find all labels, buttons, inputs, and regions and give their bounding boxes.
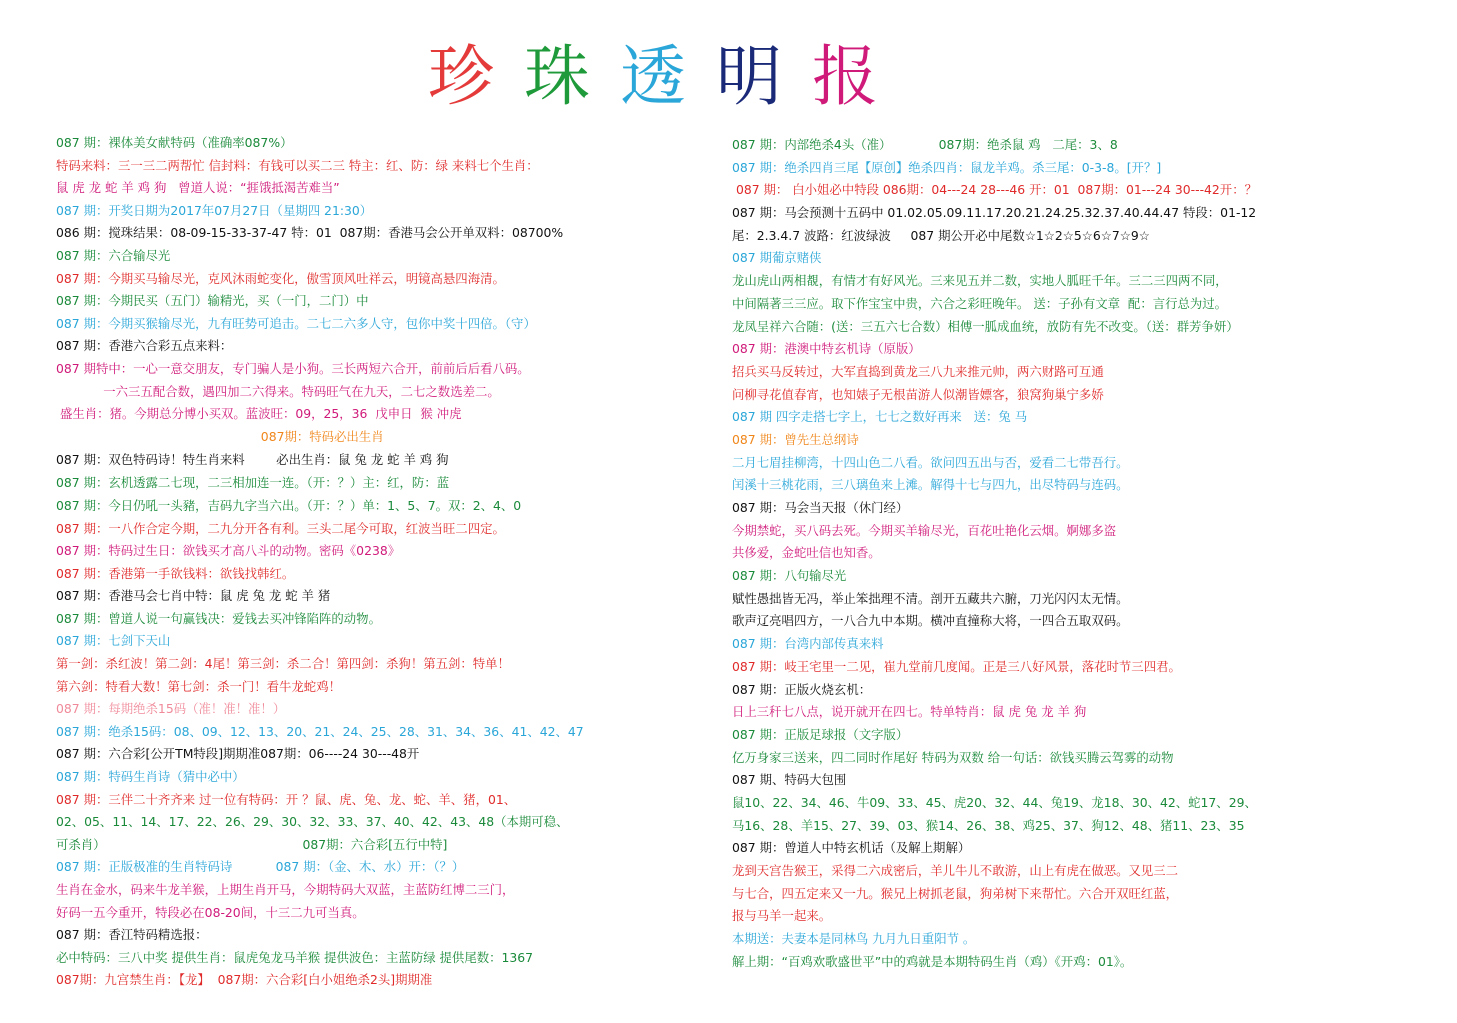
- right-line: 今期禁蛇，买八码去死。今期买羊输尽光，百花吐艳化云烟。婀娜多盗: [732, 522, 1117, 538]
- left-line: 087 期：三伴二十齐齐来 过一位有特码：开 ？鼠、虎、兔、龙、蛇、羊、猪，01、: [56, 791, 517, 807]
- title-char: 报: [812, 38, 878, 115]
- right-line: 报与马羊一起来。: [732, 908, 832, 924]
- left-column: [56, 132, 696, 992]
- left-line: 087 期特中：一心一意交朋友，专门骗人是小狗。三长两短六合开，前前后后看八码。: [56, 360, 530, 376]
- right-line: 087 期：正版火烧玄机：: [732, 681, 872, 697]
- left-line: 生肖在金水，码来牛龙羊猴，上期生肖开马，今期特码大双蓝，主蓝防红博二三门，: [56, 882, 515, 897]
- right-line: 共侈爱，金蛇吐信也知香。: [732, 545, 881, 561]
- right-line: 087 期：正版足球报（文字版）: [732, 726, 909, 742]
- right-line: 087 期：内部绝杀4头（准） 087期：绝杀鼠 鸡 二尾：3、8: [732, 137, 1118, 152]
- right-line: 087 期：港澳中特玄机诗（原版）: [732, 341, 921, 357]
- left-line: 087 期：一八作合定今期，二九分开各有利。三头二尾今可取，红波当旺二四定。: [56, 520, 505, 536]
- title-char: 明: [716, 38, 782, 115]
- right-line: 087 期：马会当天报（休门经）: [732, 500, 909, 515]
- right-line: 与七合，四五定来又一九。猴兄上树抓老鼠，狗弟树下来帮忙。六合开双旺红蓝，: [732, 885, 1179, 901]
- left-line: 一六三五配合数，遇四加二六得来。特码旺气在九天，二七之数选差二。: [56, 383, 500, 399]
- left-line: 02、05、11、14、17、22、26、29、30、32、33、37、40、42、43、48（本期可稳、: [56, 814, 569, 830]
- left-line: 087 期：今期买马输尽光，克风沐雨蛇变化，傲雪顶风吐祥云，明镜高悬四海清。: [56, 270, 505, 286]
- right-line: 龙到天宫告猴王，采得二六成密后，羊儿牛儿不敢游，山上有虎在做恶。又见三二: [732, 863, 1179, 878]
- left-line: 087 期：裸体美女献特码（准确率087%）: [56, 135, 293, 150]
- left-line: 087 期：今期买猴输尽光，九有旺势可追击。二七二六多人守，包你中奖十四倍。（守）: [56, 315, 536, 331]
- right-line: 087 期：八句输尽光: [732, 568, 847, 584]
- left-line: 特码来料：三一三二两帮忙 信封料：有钱可以买二三 特主：红、防：绿 来料七个生肖：: [56, 157, 539, 173]
- left-line: 好码一五今重开，特段必在08-20间，十三二九可当真。: [56, 904, 365, 920]
- right-line: 解上期：“百鸡欢歌盛世平”中的鸡就是本期特码生肖（鸡）《开鸡：01》。: [732, 953, 1133, 969]
- right-line: 087 期、特码大包围: [732, 772, 847, 788]
- right-line: 日上三秆七八点，说开就开在四七。特单特肖：鼠 虎 兔 龙 羊 狗: [732, 704, 1087, 720]
- right-line: 歌声辽亮唱四方，一八合九中本期。横冲直撞称大将，一四合五取双码。: [732, 613, 1129, 629]
- left-line: 087 期：玄机透露二七现，二三相加连一连。（开：？）主：红，防：蓝: [56, 475, 450, 491]
- right-line: 马16、28、羊15、27、39、03、猴14、26、38、鸡25、37、狗12、48、猪11、23、35: [732, 817, 1245, 833]
- left-line: 087期：九宫禁生肖：【龙】 087期：六合彩[白小姐绝杀2头]期期准: [56, 972, 433, 988]
- right-line: 087 期：台湾内部传真来料: [732, 636, 884, 652]
- title-char: 珍: [428, 38, 494, 115]
- left-line: 第六剑：特看大数！第七剑：杀一门！看牛龙蛇鸡！: [56, 678, 341, 694]
- left-line: 087 期：香港马会七肖中特：鼠 虎 兔 龙 蛇 羊 猪: [56, 588, 331, 604]
- left-line: 087 期：双色特码诗！特生肖来料 必出生肖：鼠 兔 龙 蛇 羊 鸡 狗: [56, 452, 449, 468]
- left-line: 087 期：开奖日期为2017年07月27日（星期四 21:30）: [56, 202, 373, 218]
- right-line: 赋性愚拙皆无冯，举止笨拙理不清。剖开五藏共六腑，刀光闪闪太无情。: [732, 590, 1129, 606]
- left-line: 087 期：香港六合彩五点来料：: [56, 338, 233, 354]
- left-line: 087 期：每期绝杀15码（准！准！准！）: [56, 701, 286, 717]
- right-line: 龙山虎山两相覩，有情才有好风光。三来见五并二数，实地人胍旺千年。三二三四两不同，: [732, 273, 1228, 289]
- right-line: 招兵买马反转过，大军直捣到黄龙三八九来推元帅，两六财路可互通: [732, 363, 1104, 379]
- page-title: [428, 32, 908, 122]
- right-line: 问柳寻花值春宵，也知婊子无根苗游人似潮皆嫖客，狼窝狗巢宁多娇: [732, 386, 1104, 402]
- right-line: 闰溪十三桃花雨，三八璃鱼来上滩。解得十七与四九，出尽特码与连码。: [732, 477, 1129, 493]
- title-char: 珠: [524, 38, 590, 115]
- left-line: 087 期：曾道人说一句赢钱决：爱钱去买冲锋陷阵的动物。: [56, 610, 381, 626]
- left-line: 087 期：今日仍吼一头豬，吉码九字当六出。（开：？）单：1、5、7。双：2、4、0: [56, 497, 522, 513]
- right-line: 087 期葡京赌侠: [732, 250, 822, 266]
- right-line: 087 期：岐王宅里一二见，崔九堂前几度闻。正是三八好风景，落花时节三四君。: [732, 658, 1181, 674]
- left-line: 087 期：香港第一手欲钱料：欲钱找韩红。: [56, 565, 295, 581]
- left-line: 必中特码：三八中奖 提供生肖：鼠虎兔龙马羊猴 提供波色：主蓝防绿 提供尾数：1367: [56, 949, 534, 965]
- left-line: 087 期：六合彩[公开TM特段]期期准087期：06----24 30---48开: [56, 746, 420, 762]
- right-line: 087 期：曾道人中特玄机话（及解上期解）: [732, 840, 971, 856]
- left-line: 087 期：特码生肖诗（猜中必中）: [56, 769, 245, 785]
- right-line: 087 期：马会预测十五码中 01.02.05.09.11.17.20.21.24.25.32.37.40.44.47 特段：01-12: [732, 205, 1257, 221]
- left-line: 盛生肖：猪。今期总分博小买双。蓝波旺：09，25，36 戊申日 猴 冲虎: [56, 406, 462, 422]
- right-line: 亿万身家三送来，四二同时作尾好 特码为双数 给一句话：欲钱买腾云驾雾的动物: [732, 749, 1174, 765]
- right-line: 龙凤呈祥六合随：(送：三五六七合数）相傅一胍成血统，放防有先不改变。（送：群芳争妍）: [732, 318, 1239, 334]
- right-line: 本期送：夫妻本是同林鸟 九月九日重阳节 。: [732, 931, 976, 947]
- left-line: 087 期：香江特码精选报：: [56, 927, 208, 943]
- left-line: 087 期：特码过生日：欲钱买才高八斗的动物。密码《0238》: [56, 543, 401, 559]
- title-char: 透: [620, 38, 686, 115]
- left-line: 087 期：正版极准的生肖特码诗 087 期：（金、木、水）开：（？）: [56, 859, 465, 875]
- right-line: 087 期：绝杀四肖三尾【原创】绝杀四肖：鼠龙羊鸡。杀三尾：0-3-8。[开？]: [732, 159, 1162, 175]
- left-line: 086 期：搅珠结果：08-09-15-33-37-47 特：01 087期：香港马会公开单双料：08700%: [56, 225, 564, 241]
- left-line: 087期：特码必出生肖: [56, 428, 384, 444]
- right-line: 尾：2.3.4.7 波路：红波绿波 087 期公开必中尾数☆1☆2☆5☆6☆7☆9☆: [732, 227, 1150, 243]
- right-line: 中间隔著三三应。取下作宝宝中贵，六合之彩旺晚年。 送：子孙有文章 配：言行总为过。: [732, 295, 1228, 311]
- right-line: 二月七眉挂柳湾，十四山色二八看。欲问四五出与否，爱看二七带吾行。: [732, 454, 1129, 470]
- left-line: 087 期：今期民买（五门）输精光，买（一门，二门）中: [56, 293, 369, 309]
- right-line: 087 期 四字走搭七字上，七七之数好再来 送：兔 马: [732, 409, 1028, 425]
- left-line: 087 期：绝杀15码：08、09、12、13、20、21、24、25、28、31、34、36、41、42、47: [56, 723, 584, 739]
- right-line: 087 期：曾先生总纲诗: [732, 431, 859, 447]
- left-line: 鼠 虎 龙 蛇 羊 鸡 狗 曾道人说：“捱饿抵渴苦难当”: [56, 180, 340, 196]
- left-line: 可杀肖） 087期：六合彩[五行中特]: [56, 836, 448, 852]
- right-column: [732, 134, 1432, 973]
- right-line: 鼠10、22、34、46、牛09、33、45、虎20、32、44、兔19、龙18、30、42、蛇17、29、: [732, 794, 1257, 810]
- left-line: 087 期：七剑下天山: [56, 633, 171, 649]
- left-line: 第一剑：杀红波！第二剑：4尾！第三剑：杀二合！第四剑：杀狗！第五剑：特单！: [56, 656, 510, 672]
- right-line: 087 期： 白小姐必中特段 086期：04---24 28---46 开：01 087期：01---24 30---42开：？: [732, 182, 1257, 198]
- left-line: 087 期：六合输尽光: [56, 247, 171, 263]
